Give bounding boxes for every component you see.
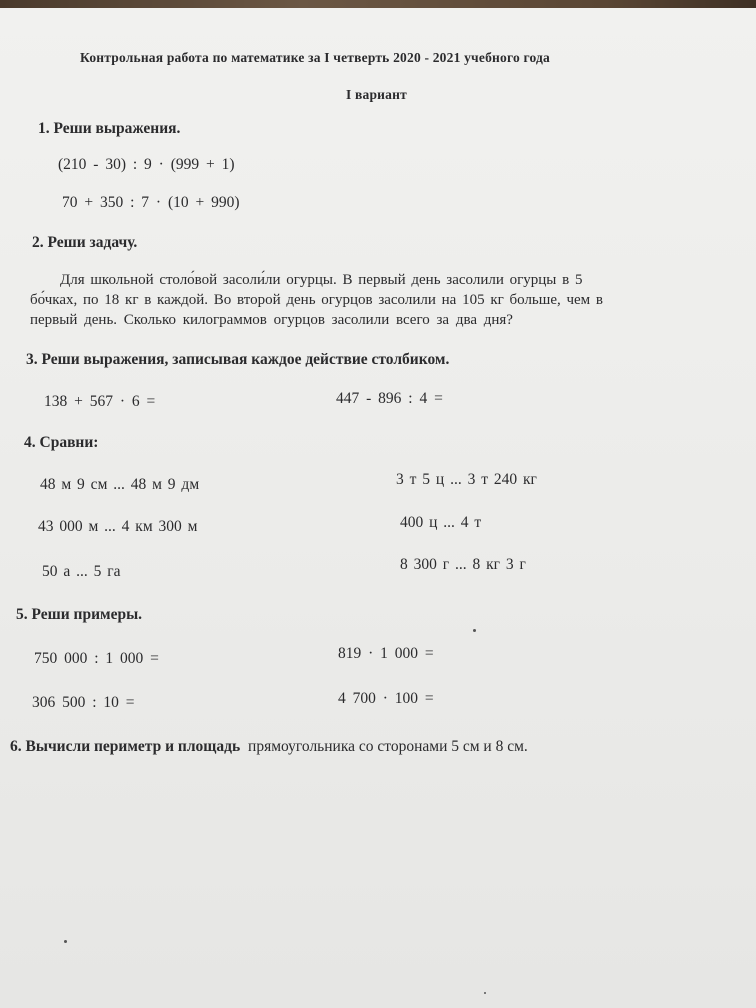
task4-heading: 4. Сравни: (24, 434, 99, 451)
task4-compare-right-3: 8 300 г ... 8 кг 3 г (400, 556, 526, 573)
paper-speck (484, 992, 486, 994)
task2-line-2: бо́чках, по 18 кг в каждой. Во второй день огурцов засолили на 105 кг больше, чем в (30, 292, 604, 308)
task5-heading: 5. Реши примеры. (16, 606, 143, 623)
task1-expression-2: 70 + 350 : 7 · (10 + 990) (62, 194, 240, 211)
task6-line (10, 738, 528, 756)
task6-text: прямоугольника со сторонами 5 см и 8 см. (248, 738, 528, 755)
task5-example-right-1: 819 · 1 000 = (338, 645, 434, 662)
task4-compare-left-2: 43 000 м ... 4 км 300 м (38, 518, 198, 535)
task3-expression-right: 447 - 896 : 4 = (336, 390, 443, 407)
task5-example-left-1: 750 000 : 1 000 = (34, 650, 159, 667)
paper-speck (473, 629, 476, 632)
task1-expression-1: (210 - 30) : 9 · (999 + 1) (58, 156, 235, 173)
task6-heading: 6. Вычисли периметр и площадь (10, 738, 241, 755)
task5-example-right-2: 4 700 · 100 = (338, 690, 434, 707)
page-title: Контрольная работа по математике за I четверть 2020 - 2021 учебного года (80, 50, 550, 65)
task3-heading: 3. Реши выражения, записывая каждое действие столбиком. (26, 351, 450, 368)
paper-speck (64, 940, 67, 943)
worksheet-paper (0, 8, 756, 1008)
variant-label: I вариант (346, 87, 407, 102)
task2-line-1: Для школьной столо́вой засоли́ли огурцы. В первый день засолили огурцы в 5 (60, 272, 583, 288)
task2-heading: 2. Реши задачу. (32, 234, 138, 251)
task4-compare-right-1: 3 т 5 ц ... 3 т 240 кг (396, 471, 537, 488)
task5-example-left-2: 306 500 : 10 = (32, 694, 135, 711)
task4-compare-left-3: 50 а ... 5 га (42, 563, 121, 580)
task2-line-3: первый день. Сколько килограммов огурцов засолили всего за два дня? (30, 312, 513, 328)
task3-expression-left: 138 + 567 · 6 = (44, 393, 156, 410)
task4-compare-left-1: 48 м 9 см ... 48 м 9 дм (40, 476, 200, 493)
task1-heading: 1. Реши выражения. (38, 120, 181, 137)
task4-compare-right-2: 400 ц ... 4 т (400, 514, 482, 531)
